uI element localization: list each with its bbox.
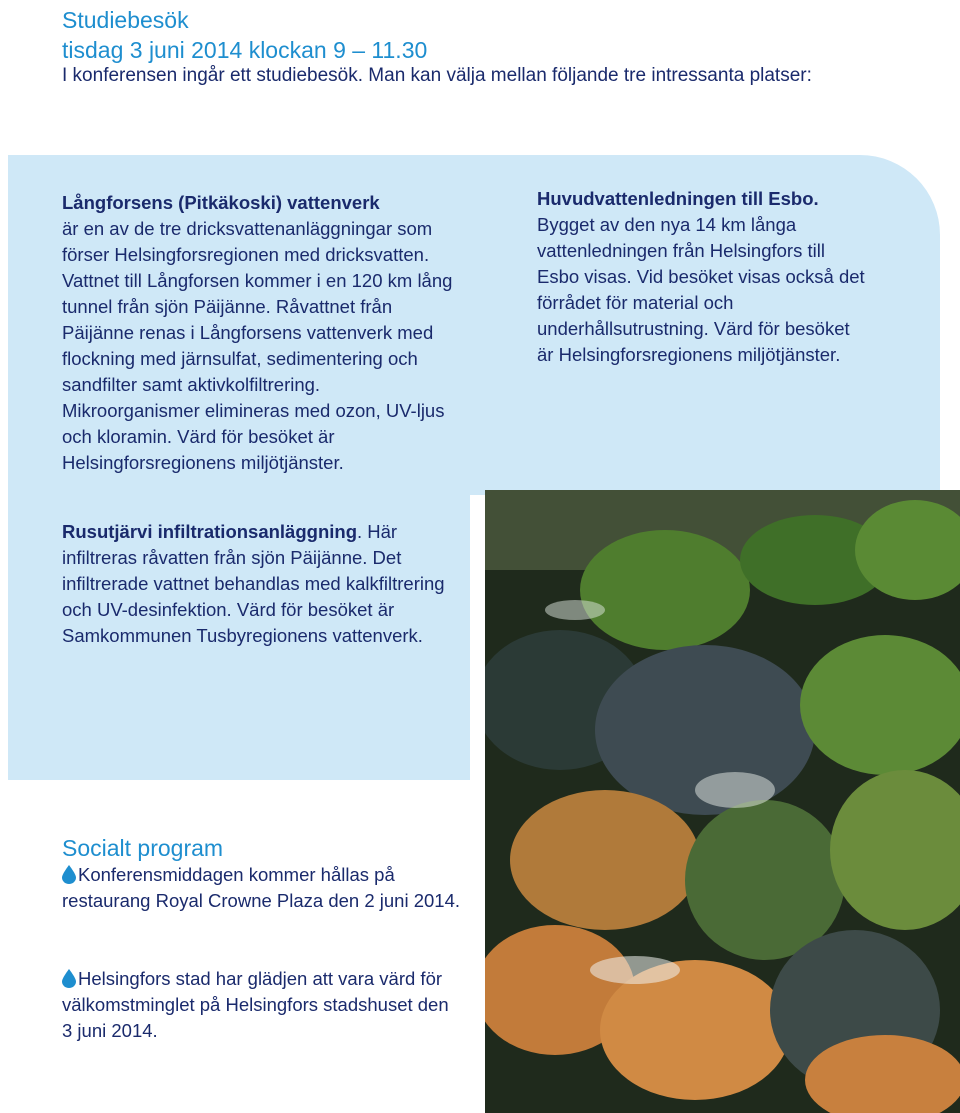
study-title: Studiebesök — [62, 7, 189, 33]
site-rusutjarvi — [62, 519, 457, 649]
site-langforsen-name: Långforsens (Pitkäkoski) vattenverk — [62, 192, 380, 213]
site-langforsen — [62, 190, 457, 476]
study-date: tisdag 3 juni 2014 klockan 9 – 11.30 — [62, 37, 428, 63]
social-item-1-text: Konferensmiddagen kommer hållas på restaurang Royal Crowne Plaza den 2 juni 2014. — [62, 864, 460, 911]
site-rusutjarvi-text: . Här infiltreras råvatten från sjön Päijänne. Det infiltrerade vattnet behandlas med kalkfiltrering och UV-desinfektion. Värd för besöket är Samkommunen Tusbyregionens vattenverk. — [62, 521, 445, 646]
study-intro: I konferensen ingår ett studiebesök. Man kan välja mellan följande tre intressanta platser: — [62, 65, 812, 86]
mossy-rocks-photo — [485, 490, 960, 1113]
site-huvudvatten-name: Huvudvattenledningen till Esbo. — [537, 188, 819, 209]
social-title: Socialt program — [62, 835, 224, 861]
water-drop-icon — [62, 865, 76, 884]
social-item-2 — [62, 966, 462, 1044]
site-langforsen-text: är en av de tre dricksvattenanläggningar som förser Helsingforsregionen med dricksvatten. Vattnet till Långforsen kommer i en 120 km lång tunnel från sjön Päijänne. Råvattnet från Päijänne renas i Långforsens vattenverk med flockning med järnsulfat, sedimentering och sandfilter samt aktivkolfiltrering. Mikroorganismer elimineras med ozon, UV-ljus och kloramin. Värd för besöket är Helsingforsregionens miljötjänster. — [62, 218, 453, 473]
site-rusutjarvi-name: Rusutjärvi infiltrationsanläggning — [62, 521, 357, 542]
social-item-2-text: Helsingfors stad har glädjen att vara värd för välkomstminglet på Helsingfors stadshuset den 3 juni 2014. — [62, 968, 449, 1041]
site-huvudvatten-text: Bygget av den nya 14 km långa vattenledningen från Helsingfors till Esbo visas. Vid besöket visas också det förrådet för material och underhållsutrustning. Värd för besöket är Helsingforsregionens miljötjänster. — [537, 214, 865, 365]
social-item-1 — [62, 862, 462, 914]
water-drop-icon — [62, 969, 76, 988]
site-huvudvatten — [537, 186, 867, 368]
